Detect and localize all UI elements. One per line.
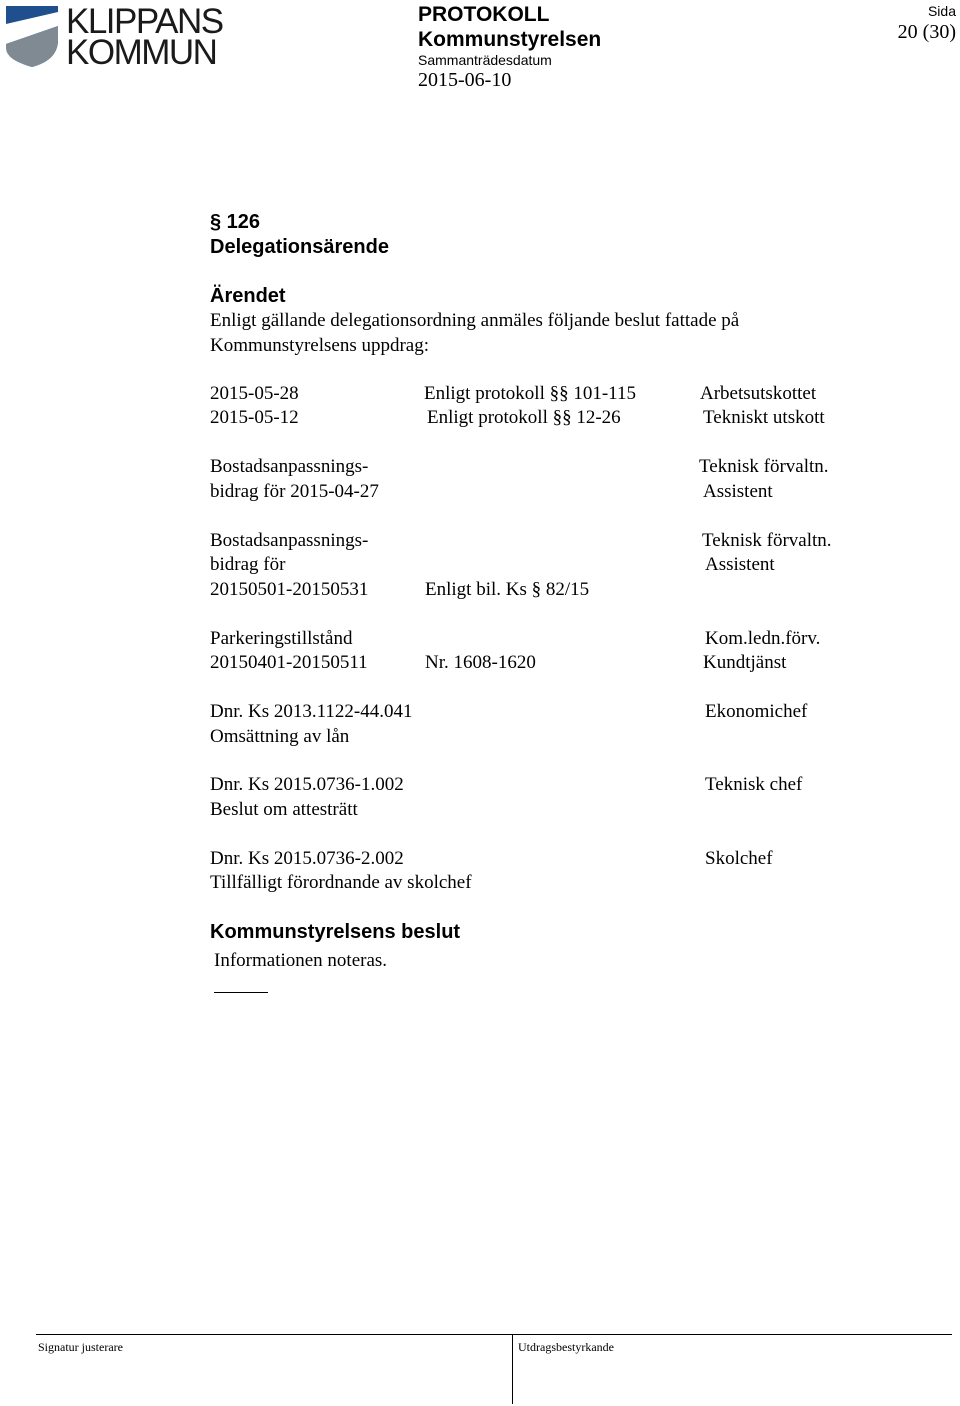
decision-1-role: Assistent xyxy=(703,481,773,502)
coat-of-arms-icon xyxy=(4,4,60,68)
klippan-logo xyxy=(4,2,223,72)
decision-1-line1: Bostadsanpassnings- xyxy=(210,456,369,477)
arendet-heading: Ärendet xyxy=(210,285,286,307)
meeting-date: 2015-06-10 xyxy=(418,69,512,91)
paragraph-number: § 126 xyxy=(210,211,261,233)
logo-text-line2: KOMMUN xyxy=(66,33,217,72)
protocol-date: 2015-05-28 xyxy=(210,383,299,404)
logo-text-line1: KLIPPANS xyxy=(66,2,223,41)
decision-2-line3: 20150501-20150531 xyxy=(210,579,369,600)
end-rule xyxy=(214,992,268,993)
decision-2-line2: bidrag för xyxy=(210,554,286,575)
arendet-intro-line1: Enligt gällande delegationsordning anmäles följande beslut fattade på xyxy=(210,310,740,331)
decision-2-line1: Bostadsanpassnings- xyxy=(210,530,369,551)
date-label: Sammanträdesdatum xyxy=(418,52,552,68)
decision-5-desc: Beslut om attesträtt xyxy=(210,799,358,820)
decision-6-role: Skolchef xyxy=(705,848,773,869)
decision-3-role: Kundtjänst xyxy=(703,652,787,673)
decision-4-desc: Omsättning av lån xyxy=(210,726,350,747)
decision-4-dnr: Dnr. Ks 2013.1122-44.041 xyxy=(210,701,413,722)
decision-2-dept: Teknisk förvaltn. xyxy=(702,530,832,551)
decision-2-reference: Enligt bil. Ks § 82/15 xyxy=(425,579,590,600)
decision-1-dept: Teknisk förvaltn. xyxy=(699,456,829,477)
signature-label: Signatur justerare xyxy=(38,1340,123,1354)
arendet-intro-line2: Kommunstyrelsens uppdrag: xyxy=(210,335,430,356)
footer-rule xyxy=(36,1334,952,1335)
decision-2-role: Assistent xyxy=(705,554,775,575)
decision-1-line2: bidrag för 2015-04-27 xyxy=(210,481,379,502)
decision-3-dept: Kom.ledn.förv. xyxy=(705,628,821,649)
decision-5-dnr: Dnr. Ks 2015.0736-1.002 xyxy=(210,774,404,795)
page-number: 20 (30) xyxy=(897,21,956,43)
protocol-body: Tekniskt utskott xyxy=(703,407,825,428)
decision-3-reference: Nr. 1608-1620 xyxy=(425,652,536,673)
page-label: Sida xyxy=(927,3,956,19)
beslut-heading: Kommunstyrelsens beslut xyxy=(210,921,461,943)
beslut-text: Informationen noteras. xyxy=(214,950,388,971)
protocol-reference: Enligt protokoll §§ 12-26 xyxy=(427,407,621,428)
decision-6-dnr: Dnr. Ks 2015.0736-2.002 xyxy=(210,848,404,869)
decision-4-role: Ekonomichef xyxy=(705,701,808,722)
item-title: Delegationsärende xyxy=(210,236,389,258)
decision-3-line1: Parkeringstillstånd xyxy=(210,628,353,649)
footer-divider xyxy=(512,1334,513,1404)
decision-6-desc: Tillfälligt förordnande av skolchef xyxy=(210,872,472,893)
committee-name: Kommunstyrelsen xyxy=(418,28,602,51)
protocol-body: Arbetsutskottet xyxy=(700,383,817,404)
protocol-reference: Enligt protokoll §§ 101-115 xyxy=(424,383,636,404)
decision-5-role: Teknisk chef xyxy=(705,774,803,795)
decision-3-line2: 20150401-20150511 xyxy=(210,652,368,673)
extract-label: Utdragsbestyrkande xyxy=(518,1340,614,1354)
doc-type: PROTOKOLL xyxy=(418,3,550,26)
protocol-date: 2015-05-12 xyxy=(210,407,299,428)
